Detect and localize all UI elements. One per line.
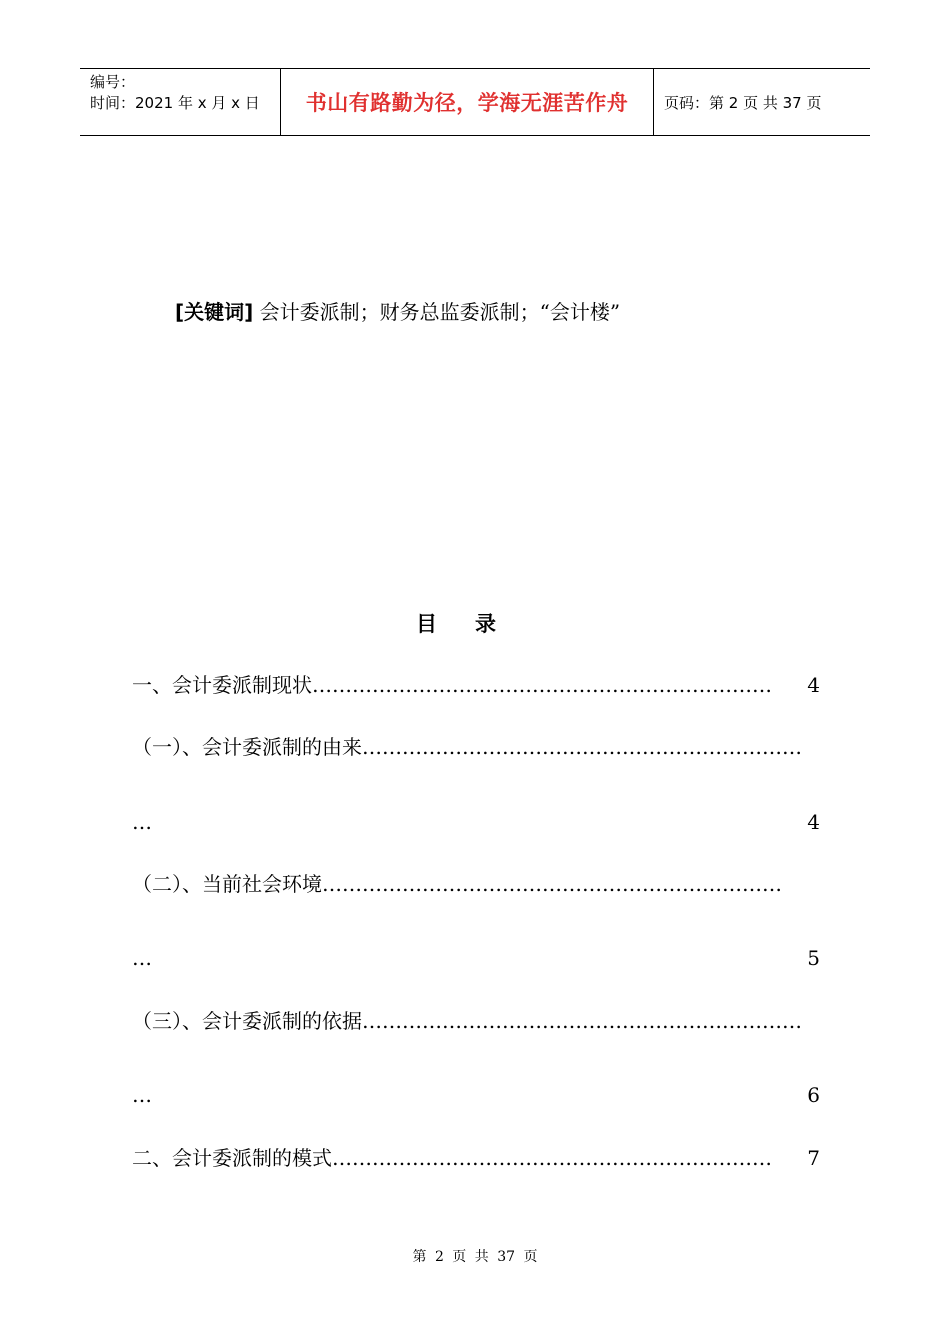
toc-title: 目录 bbox=[416, 612, 534, 636]
keywords-label: [关键词] bbox=[175, 300, 254, 324]
toc-page-number: 4 bbox=[807, 673, 820, 697]
document-number-label: 编号： bbox=[90, 73, 136, 91]
toc-leader: …………………………………………………………… bbox=[312, 673, 772, 697]
header-page-cell bbox=[654, 69, 870, 135]
toc-page-number: 7 bbox=[807, 1146, 820, 1170]
toc-leader: … bbox=[132, 810, 152, 834]
toc-entry[interactable] bbox=[132, 671, 820, 699]
toc-page-number: 6 bbox=[807, 1083, 820, 1107]
toc-leader: ………………………………………………………… bbox=[362, 1009, 802, 1033]
toc-page-number: 4 bbox=[807, 810, 820, 834]
page-footer: 第 2 页 共 37 页 bbox=[412, 1249, 538, 1265]
header-motto: 书山有路勤为径，学海无涯苦作舟 bbox=[305, 91, 629, 115]
toc-entry[interactable] bbox=[132, 733, 820, 761]
toc-leader: … bbox=[132, 946, 152, 970]
document-date-label: 时间：2021 年 x 月 x 日 bbox=[90, 94, 260, 112]
header-motto-cell bbox=[281, 69, 654, 135]
page-header bbox=[80, 68, 870, 136]
toc-entry[interactable] bbox=[132, 808, 820, 836]
toc-leader: …………………………………………………………… bbox=[322, 872, 782, 896]
toc-entry-text: 二、会计委派制的模式 bbox=[132, 1146, 332, 1170]
toc-entry[interactable] bbox=[132, 944, 820, 972]
header-page-label: 页码：第 2 页 共 37 页 bbox=[664, 93, 822, 112]
toc-entry-text: （二）、当前社会环境 bbox=[132, 872, 322, 896]
toc-leader: ………………………………………………………… bbox=[332, 1146, 772, 1170]
toc-entry-text: （三）、会计委派制的依据 bbox=[132, 1009, 362, 1033]
toc-entry[interactable] bbox=[132, 1144, 820, 1172]
toc-entry-text: （一）、会计委派制的由来 bbox=[132, 735, 362, 759]
toc-entry[interactable] bbox=[132, 870, 820, 898]
toc-entry-text: 一、会计委派制现状 bbox=[132, 673, 312, 697]
toc-leader: ………………………………………………………… bbox=[362, 735, 802, 759]
keywords-line bbox=[175, 296, 620, 325]
keywords-text: 会计委派制；财务总监委派制；“会计楼” bbox=[253, 300, 621, 324]
toc-leader: … bbox=[132, 1083, 152, 1107]
toc-entry[interactable] bbox=[132, 1081, 820, 1109]
header-meta-cell bbox=[80, 69, 281, 135]
toc-page-number: 5 bbox=[807, 946, 820, 970]
toc-entry[interactable] bbox=[132, 1007, 820, 1035]
